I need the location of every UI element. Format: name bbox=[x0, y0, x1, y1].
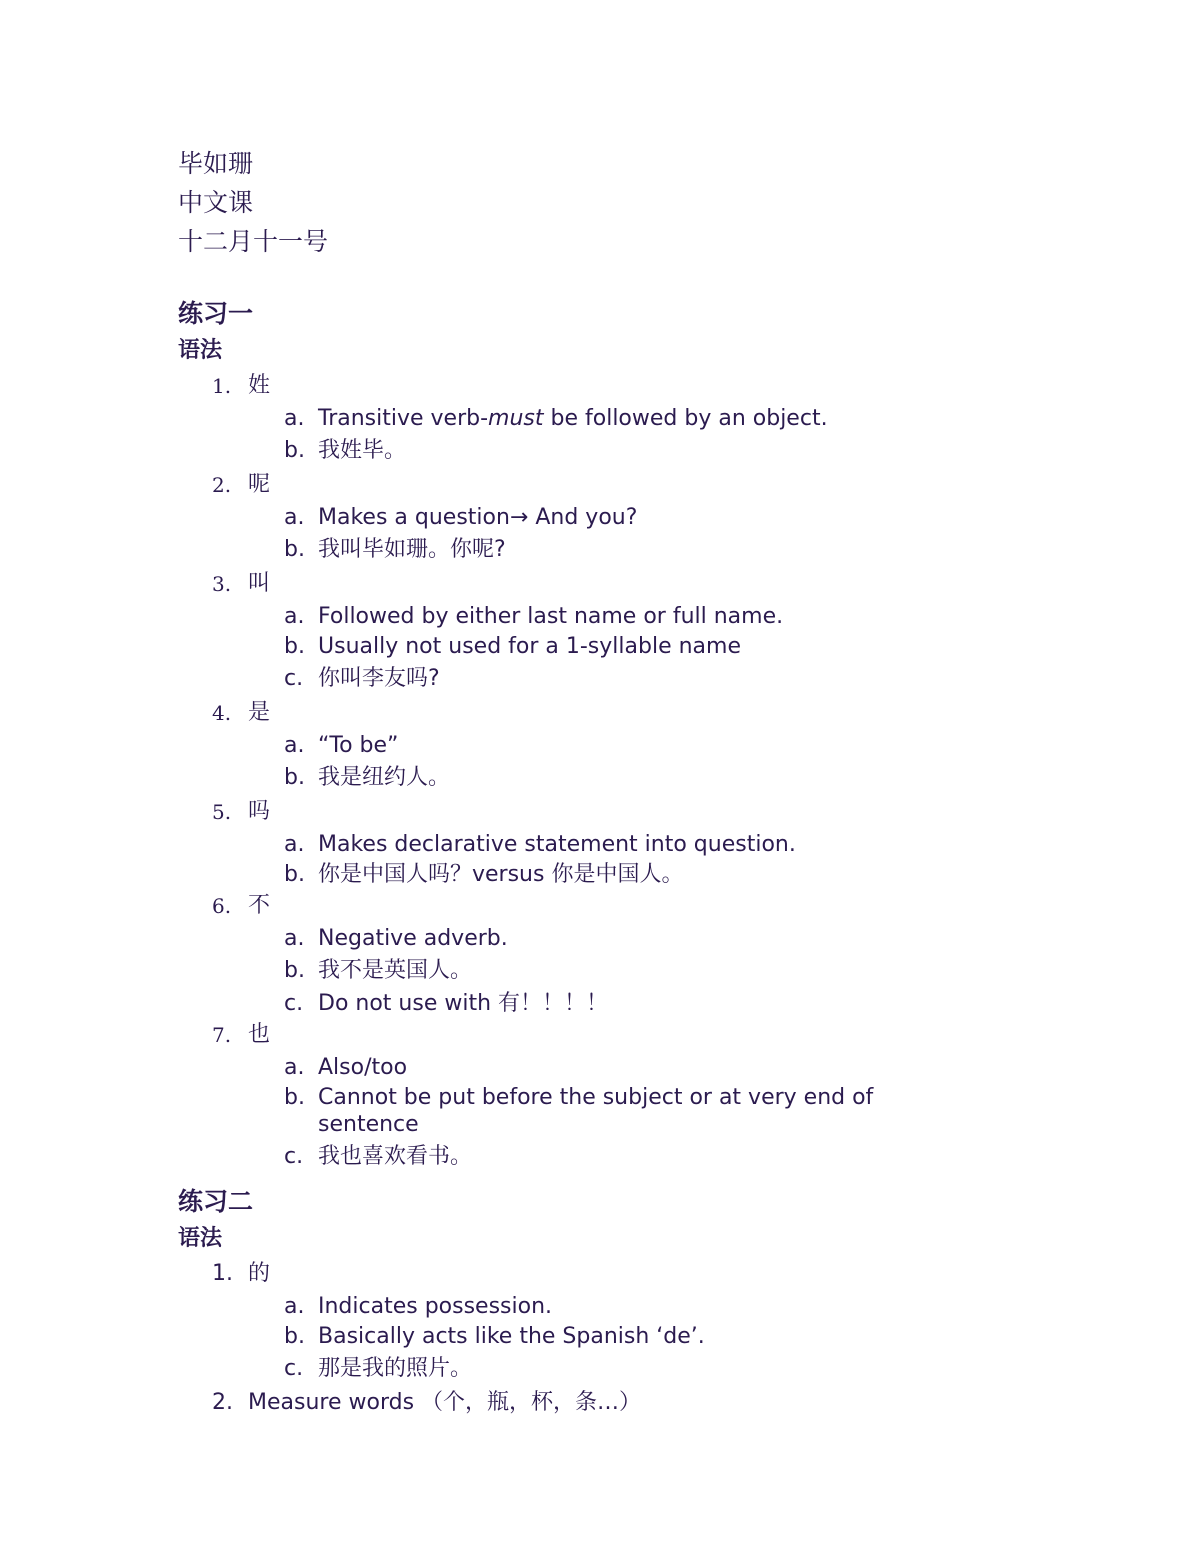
note-text: Followed by either last name or full name. bbox=[318, 604, 784, 629]
list-number: 7. bbox=[212, 1023, 232, 1047]
note-text: Makes declarative statement into question. bbox=[318, 832, 796, 857]
grammar-point bbox=[178, 697, 918, 729]
note-text: 你是中国人吗？versus 你是中国人。 bbox=[318, 862, 684, 887]
list-item bbox=[178, 370, 918, 467]
sub-list-item bbox=[178, 1353, 918, 1385]
note-text: “To be” bbox=[318, 733, 399, 758]
sub-letter: b. bbox=[284, 634, 305, 659]
sub-list-item bbox=[178, 405, 918, 432]
grammar-point bbox=[178, 796, 918, 828]
note-text-pre: Transitive verb- bbox=[318, 406, 489, 431]
note-text: Usually not used for a 1-syllable name bbox=[318, 634, 741, 659]
note-text: 你叫李友吗? bbox=[318, 666, 440, 691]
list-number: 6. bbox=[212, 894, 232, 918]
course-name: 中文课 bbox=[178, 188, 254, 217]
sub-list-item bbox=[178, 1141, 918, 1173]
note-text: 我姓毕。 bbox=[318, 438, 407, 463]
sub-letter: b. bbox=[284, 958, 305, 983]
grammar-word: 姓 bbox=[248, 373, 271, 398]
grammar-point bbox=[178, 370, 918, 402]
exercise-2-subtitle: 语法 bbox=[178, 1226, 223, 1251]
list-item bbox=[178, 568, 918, 695]
note-text: Cannot be put before the subject or at very end of sentence bbox=[318, 1085, 874, 1137]
sub-letter: a. bbox=[284, 1294, 305, 1319]
grammar-word: 的 bbox=[248, 1261, 271, 1286]
sub-letter: b. bbox=[284, 1324, 305, 1349]
sub-letter: a. bbox=[284, 832, 305, 857]
sub-letter: a. bbox=[284, 604, 305, 629]
note-text: Negative adverb. bbox=[318, 926, 508, 951]
sub-list-item bbox=[178, 603, 918, 630]
sub-letter: b. bbox=[284, 862, 305, 887]
grammar-point bbox=[178, 890, 918, 922]
sub-list-item bbox=[178, 663, 918, 695]
note-text: 我不是英国人。 bbox=[318, 958, 473, 983]
sub-list-item bbox=[178, 633, 918, 660]
list-number: 1. bbox=[212, 1261, 233, 1286]
student-name: 毕如珊 bbox=[178, 149, 254, 178]
sub-list-item bbox=[178, 925, 918, 952]
list-number: 1. bbox=[212, 374, 232, 398]
sub-list bbox=[178, 504, 918, 566]
sub-list-item bbox=[178, 762, 918, 794]
list-item bbox=[178, 1258, 918, 1385]
list-item bbox=[178, 1019, 918, 1173]
note-text: Do not use with 有！！！！ bbox=[318, 991, 609, 1016]
grammar-word: 也 bbox=[248, 1022, 271, 1047]
note-text: Basically acts like the Spanish ‘de’. bbox=[318, 1324, 705, 1349]
list-item bbox=[178, 796, 918, 888]
sub-letter: c. bbox=[284, 991, 304, 1016]
exercise-1-subtitle: 语法 bbox=[178, 338, 223, 363]
grammar-point bbox=[178, 568, 918, 600]
grammar-word: 是 bbox=[248, 700, 271, 725]
sub-list-item bbox=[178, 534, 918, 566]
note-text: Also/too bbox=[318, 1055, 408, 1080]
list-item bbox=[178, 697, 918, 794]
sub-list-item bbox=[178, 1084, 918, 1138]
sub-list-item bbox=[178, 990, 918, 1017]
sub-list bbox=[178, 1054, 918, 1173]
sub-list bbox=[178, 831, 918, 888]
grammar-point bbox=[178, 1019, 918, 1051]
sub-list-item bbox=[178, 732, 918, 759]
grammar-point bbox=[178, 1387, 918, 1419]
exercise-1-section bbox=[178, 296, 918, 1173]
sub-list bbox=[178, 1293, 918, 1385]
sub-letter: b. bbox=[284, 1085, 305, 1110]
sub-letter: b. bbox=[284, 765, 305, 790]
grammar-word: 吗 bbox=[248, 799, 271, 824]
grammar-word: Measure words （个，瓶，杯，条…） bbox=[248, 1390, 642, 1415]
list-number: 3. bbox=[212, 572, 232, 596]
sub-letter: b. bbox=[284, 537, 305, 562]
list-item bbox=[178, 469, 918, 566]
sub-list-item bbox=[178, 861, 918, 888]
sub-list-item bbox=[178, 1323, 918, 1350]
exercise-1-list bbox=[178, 370, 918, 1173]
sub-letter: c. bbox=[284, 666, 304, 691]
grammar-point bbox=[178, 1258, 918, 1290]
note-text: 我是纽约人。 bbox=[318, 765, 451, 790]
list-item bbox=[178, 890, 918, 1017]
exercise-2-title: 练习二 bbox=[178, 1187, 254, 1216]
note-text: Indicates possession. bbox=[318, 1294, 553, 1319]
sub-list-item bbox=[178, 831, 918, 858]
sub-list-item bbox=[178, 435, 918, 467]
list-number: 5. bbox=[212, 800, 232, 824]
sub-letter: a. bbox=[284, 406, 305, 431]
sub-list bbox=[178, 405, 918, 467]
grammar-word: 不 bbox=[248, 893, 271, 918]
sub-list-item bbox=[178, 1293, 918, 1320]
sub-list-item bbox=[178, 955, 918, 987]
sub-list bbox=[178, 925, 918, 1017]
sub-letter: a. bbox=[284, 733, 305, 758]
sub-letter: a. bbox=[284, 926, 305, 951]
sub-list-item bbox=[178, 504, 918, 531]
list-item bbox=[178, 1387, 918, 1419]
list-number: 4. bbox=[212, 701, 232, 725]
list-number: 2. bbox=[212, 473, 232, 497]
sub-letter: a. bbox=[284, 505, 305, 530]
grammar-point bbox=[178, 469, 918, 501]
sub-letter: b. bbox=[284, 438, 305, 463]
list-number: 2. bbox=[212, 1390, 233, 1415]
sub-list bbox=[178, 603, 918, 695]
exercise-2-list bbox=[178, 1258, 918, 1419]
exercise-2-section bbox=[178, 1184, 918, 1419]
sub-letter: a. bbox=[284, 1055, 305, 1080]
sub-letter: c. bbox=[284, 1356, 304, 1381]
note-text: Makes a question→ And you? bbox=[318, 505, 638, 530]
grammar-word: 叫 bbox=[248, 571, 271, 596]
document-date: 十二月十一号 bbox=[178, 227, 329, 256]
document-header bbox=[178, 144, 328, 261]
exercise-1-title: 练习一 bbox=[178, 299, 254, 328]
grammar-word: 呢 bbox=[248, 472, 271, 497]
note-text-emphasis: must bbox=[488, 406, 544, 431]
sub-list-item bbox=[178, 1054, 918, 1081]
sub-letter: c. bbox=[284, 1144, 304, 1169]
note-text: 那是我的照片。 bbox=[318, 1356, 473, 1381]
sub-list bbox=[178, 732, 918, 794]
note-text: 我叫毕如珊。你呢? bbox=[318, 537, 506, 562]
note-text-post: be followed by an object. bbox=[543, 406, 828, 431]
note-text: 我也喜欢看书。 bbox=[318, 1144, 473, 1169]
